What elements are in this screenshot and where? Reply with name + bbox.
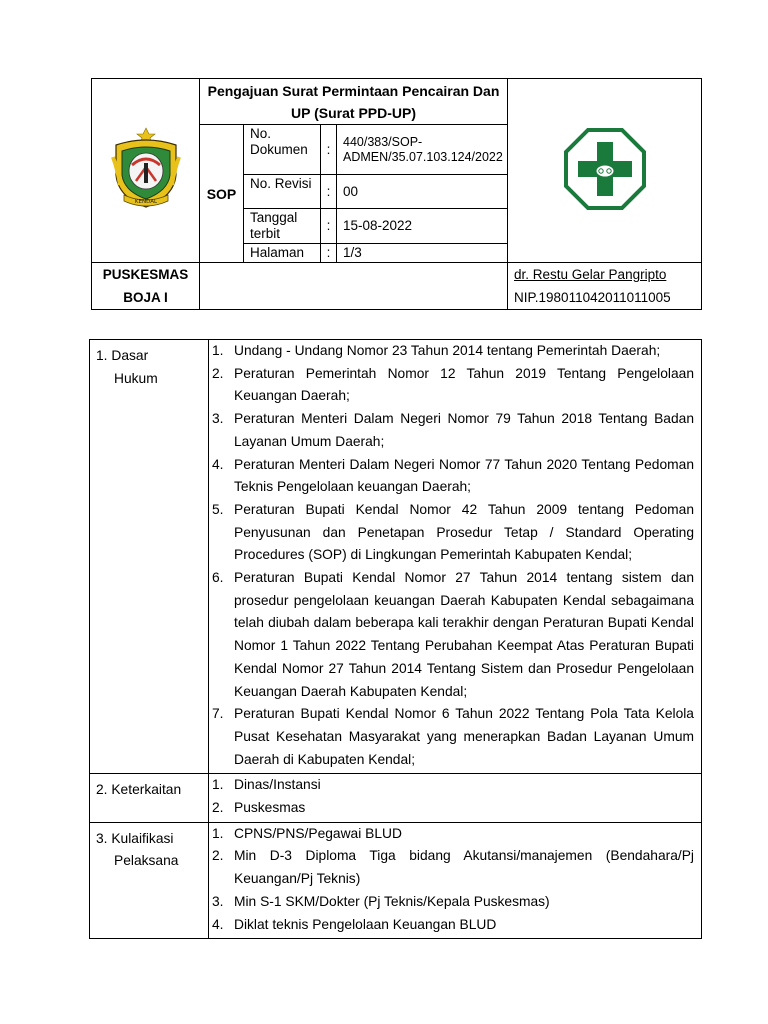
right-logo-cell (508, 79, 702, 263)
list-item: 3. Min S-1 SKM/Dokter (Pj Teknis/Kepala Puskesmas) (212, 893, 550, 909)
list-item: 4. Diklat teknis Pengelolaan Keuangan BLUD (212, 916, 497, 932)
list-item: 2. Min D-3 Diploma Tiga bidang Akutansi/manajemen (Bendahara/Pj Keuangan/Pj Teknis) (212, 848, 694, 887)
list-item: 1. CPNS/PNS/Pegawai BLUD (212, 825, 402, 841)
list-item: 2. Puskesmas (212, 800, 306, 816)
field-label-halaman: Halaman (244, 244, 321, 263)
section-label: 3. Kulaifikasi Pelaksana (90, 822, 209, 939)
list-item: 7. Peraturan Bupati Kendal Nomor 6 Tahun 2022 Tentang Pola Tata Kelola Pusat Kesehatan Masyarakat yang menerapkan Badan Layanan Umum Daerah di Kabupaten Kendal; (212, 706, 694, 767)
section-items (209, 340, 702, 774)
list-item: 1. Undang - Undang Nomor 23 Tahun 2014 tentang Pemerintah Daerah; (212, 343, 661, 358)
signer-name: dr. Restu Gelar Pangripto (514, 267, 667, 282)
kendal-emblem-icon (108, 127, 184, 211)
field-label-tanggal-terbit: Tanggal terbit (244, 209, 321, 244)
sop-header-table: KENDAL Pengajuan Surat Permintaan Pencairan Dan UP (Surat PPD-UP) SOP No. Dokumen : 440/383/SOP-ADMEN/35.07.103.124/2022 No. Revisi : 00 Tanggal terbit : 15-08-2022 Halaman : 1/3 PUSKESMAS BOJA I dr. Restu Gelar Pangripto NIP.198011042011011005 (91, 78, 702, 310)
section-row (90, 774, 702, 822)
list-item: 3. Peraturan Menteri Dalam Negeri Nomor 79 Tahun 2018 Tentang Badan Layanan Umum Daerah; (212, 411, 694, 449)
document-title: Pengajuan Surat Permintaan Pencairan Dan UP (Surat PPD-UP) (200, 79, 508, 125)
field-value-tanggal-terbit: 15-08-2022 (337, 209, 508, 244)
sop-content-table (89, 339, 702, 939)
field-label-no-dokumen: No. Dokumen (244, 125, 321, 175)
section-label: 1. Dasar Hukum (90, 340, 209, 774)
list-item: 6. Peraturan Bupati Kendal Nomor 27 Tahun 2014 tentang sistem dan prosedur pengelolaan keuangan Daerah Kabupaten Kendal sebagaimana telah diubah dalam beberapa kali terakhir dengan Peraturan Bupati Kendal Nomor 1 Tahun 2022 Tentang Perubahan Keempat Atas Peraturan Bupati Kendal Nomor 27 Tahun 2014 Tentang Sistem dan Prosedur Pengelolaan Keuangan Daerah Kabupaten Kendal; (212, 570, 694, 699)
field-value-no-dokumen: 440/383/SOP-ADMEN/35.07.103.124/2022 (337, 125, 508, 175)
list-item: 2. Peraturan Pemerintah Nomor 12 Tahun 2019 Tentang Pengelolaan Keuangan Daerah; (212, 365, 694, 404)
svg-text:KENDAL: KENDAL (134, 198, 157, 205)
list-item: 5. Peraturan Bupati Kendal Nomor 42 Tahun 2009 tentang Pedoman Penyusunan dan Penetapan Prosedur Tetap / Standard Operating Procedures (SOP) di Lingkungan Pemerintah Kabupaten Kendal; (212, 501, 694, 563)
puskesmas-cross-icon (564, 128, 646, 210)
field-value-halaman: 1/3 (337, 244, 508, 263)
list-item: 1. Dinas/Instansi (212, 777, 321, 793)
list-item: 4. Peraturan Menteri Dalam Negeri Nomor 77 Tahun 2020 Tentang Pedoman Teknis Pengelolaan keuangan Daerah; (212, 456, 694, 495)
section-items (209, 774, 702, 822)
organization-name: PUSKESMAS BOJA I (92, 263, 200, 310)
signer-nip: NIP.198011042011011005 (514, 290, 671, 305)
section-items (209, 822, 702, 939)
field-label-no-revisi: No. Revisi (244, 175, 321, 209)
section-label: 2. Keterkaitan (90, 774, 209, 822)
signature-block (508, 263, 702, 310)
field-value-no-revisi: 00 (337, 175, 508, 209)
left-logo-cell (92, 79, 200, 263)
empty-cell (200, 263, 508, 310)
section-row (90, 340, 702, 774)
section-row (90, 822, 702, 939)
sop-label: SOP (200, 125, 244, 263)
